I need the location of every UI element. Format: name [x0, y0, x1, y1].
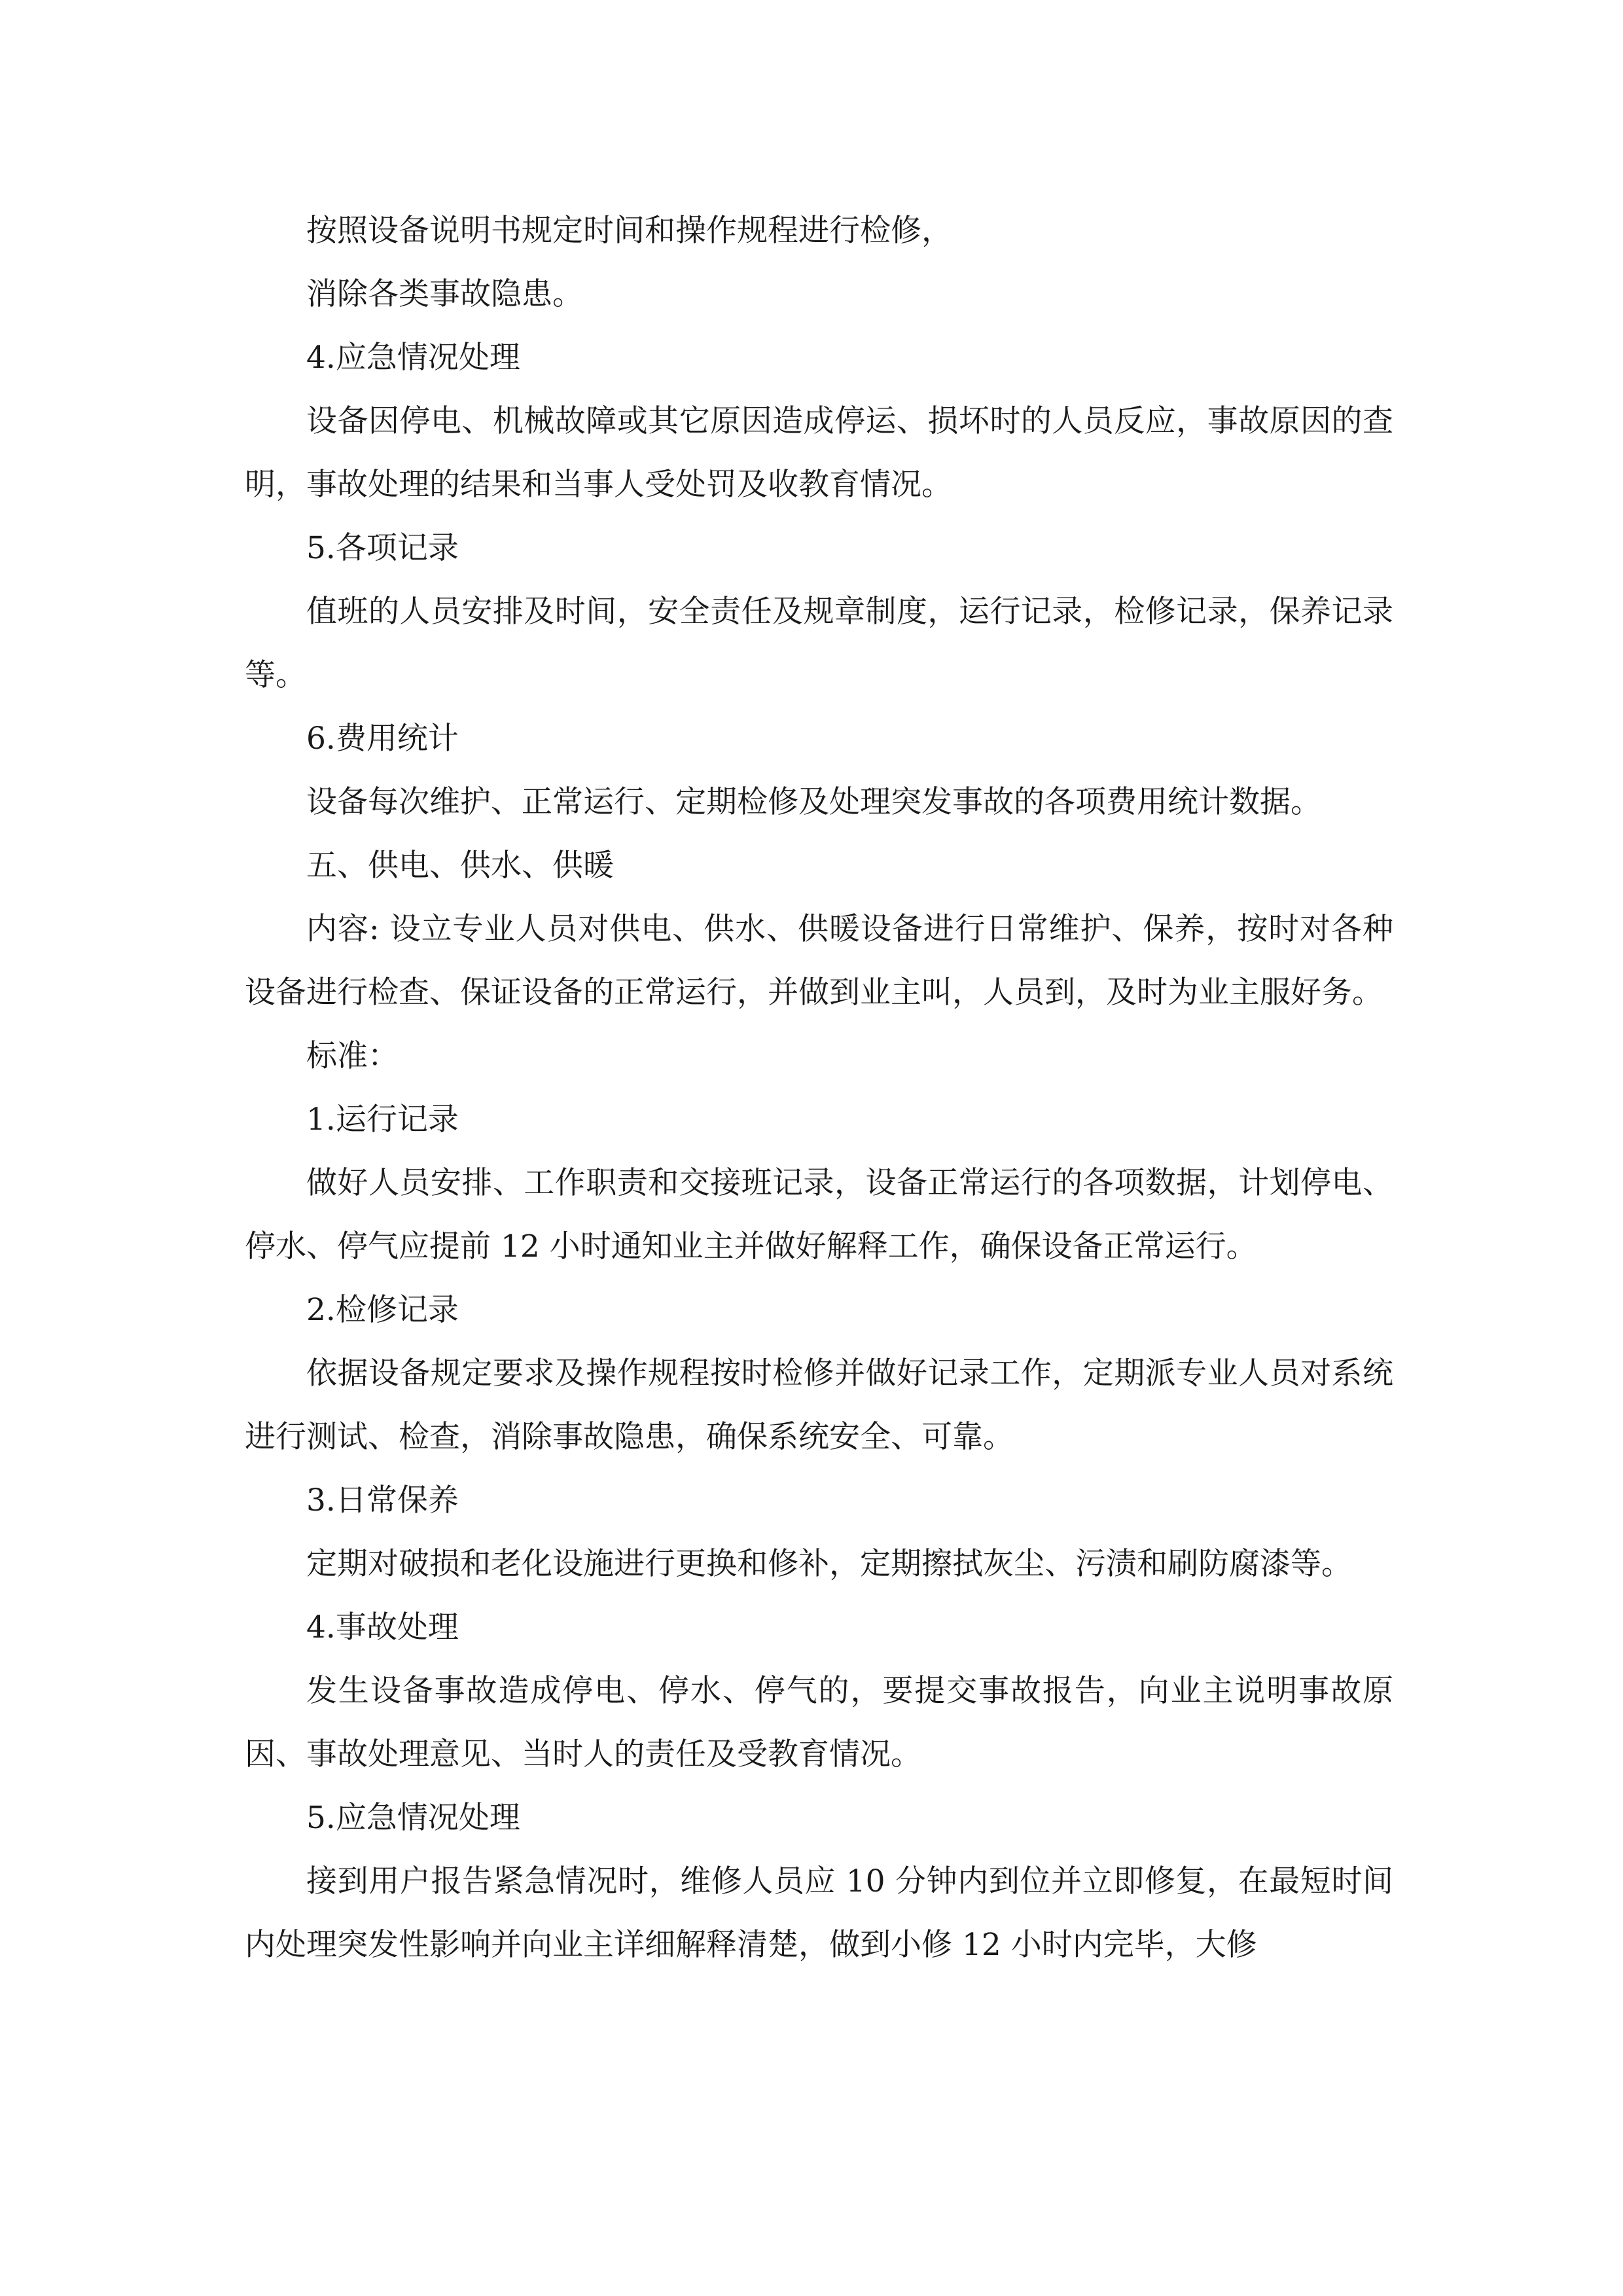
paragraph: 发生设备事故造成停电、停水、停气的，要提交事故报告，向业主说明事故原因、事故处理意见、当时人的责任及受教育情况。	[245, 1673, 1393, 1772]
paragraph: 内容: 设立专业人员对供电、供水、供暖设备进行日常维护、保养，按时对各种设备进行检查、保证设备的正常运行，并做到业主叫，人员到，及时为业主服好务。	[245, 911, 1393, 1011]
section-heading: 4.事故处理	[306, 1609, 459, 1645]
paragraph: 按照设备说明书规定时间和操作规程进行检修，	[306, 213, 952, 249]
paragraph: 设备每次维护、正常运行、定期检修及处理突发事故的各项费用统计数据。	[306, 784, 1321, 820]
section-heading: 1.运行记录	[306, 1102, 459, 1138]
section-heading: 4.应急情况处理	[306, 340, 520, 376]
paragraph: 做好人员安排、工作职责和交接班记录，设备正常运行的各项数据，计划停电、停水、停气应提前 12 小时通知业主并做好解释工作，确保设备正常运行。	[245, 1165, 1393, 1265]
standards-label: 标准：	[306, 1038, 399, 1074]
chapter-heading: 五、供电、供水、供暖	[306, 848, 614, 884]
section-heading: 6.费用统计	[306, 721, 459, 757]
section-heading: 3.日常保养	[306, 1482, 459, 1518]
paragraph: 依据设备规定要求及操作规程按时检修并做好记录工作，定期派专业人员对系统进行测试、检查，消除事故隐患，确保系统安全、可靠。	[245, 1355, 1393, 1455]
document-body	[245, 199, 1393, 1977]
section-heading: 2.检修记录	[306, 1292, 459, 1328]
paragraph: 值班的人员安排及时间，安全责任及规章制度，运行记录，检修记录，保养记录等。	[245, 594, 1393, 693]
paragraph: 定期对破损和老化设施进行更换和修补，定期擦拭灰尘、污渍和刷防腐漆等。	[306, 1546, 1352, 1582]
paragraph: 消除各类事故隐患。	[306, 276, 583, 312]
section-heading: 5.应急情况处理	[306, 1800, 520, 1836]
paragraph: 设备因停电、机械故障或其它原因造成停运、损坏时的人员反应，事故原因的查明，事故处理的结果和当事人受处罚及收教育情况。	[245, 403, 1393, 503]
paragraph: 接到用户报告紧急情况时，维修人员应 10 分钟内到位并立即修复，在最短时间内处理突发性影响并向业主详细解释清楚，做到小修 12 小时内完毕，大修	[245, 1863, 1393, 1963]
section-heading: 5.各项记录	[306, 530, 459, 566]
